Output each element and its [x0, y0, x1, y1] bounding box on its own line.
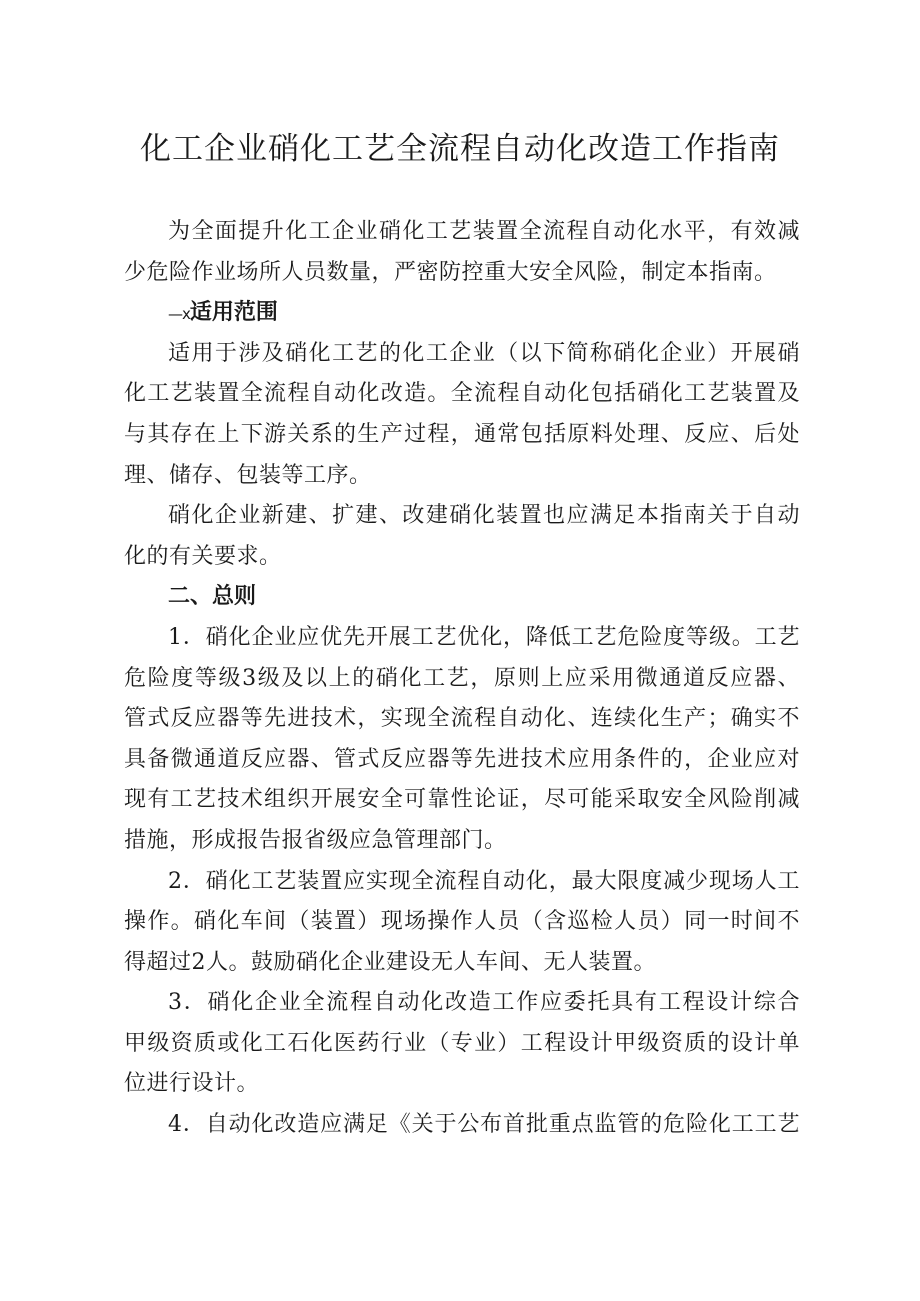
text-line: 1．硝化企业应优先开展工艺优化，降低工艺危险度等级。工艺: [168, 624, 800, 650]
text-line: 操作。硝化车间（装置）现场操作人员（含巡检人员）同一时间不: [124, 909, 800, 935]
text-line: 与其存在上下游关系的生产过程，通常包括原料处理、反应、后处: [124, 421, 800, 447]
section-heading-general: 二、总则: [168, 584, 257, 610]
section-number-marker: —x: [168, 305, 190, 324]
general-item-3: [124, 983, 800, 1105]
text-line: 适用于涉及硝化工艺的化工企业（以下简称硝化企业）开展硝: [168, 340, 800, 366]
section-heading-scope: [124, 293, 800, 334]
text-line: 危险度等级3级及以上的硝化工艺，原则上应采用微通道反应器、: [124, 665, 800, 691]
text-line: 得超过2人。鼓励硝化企业建设无人车间、无人装置。: [124, 949, 656, 975]
text-line: 化的有关要求。: [124, 543, 282, 569]
text-line: 少危险作业场所人员数量，严密防控重大安全风险，制定本指南。: [124, 259, 777, 285]
text-line: 2．硝化工艺装置应实现全流程自动化，最大限度减少现场人工: [168, 868, 800, 894]
scope-paragraph-2: [124, 496, 800, 577]
text-line: 管式反应器等先进技术，实现全流程自动化、连续化生产；确实不: [124, 706, 800, 732]
scope-paragraph-1: [124, 334, 800, 496]
text-line: 位进行设计。: [124, 1071, 260, 1097]
text-line: 3．硝化企业全流程自动化改造工作应委托具有工程设计综合: [168, 990, 800, 1016]
text-line: 硝化企业新建、扩建、改建硝化装置也应满足本指南关于自动: [168, 503, 800, 529]
text-line: 现有工艺技术组织开展安全可靠性论证，尽可能采取安全风险削减: [124, 787, 800, 813]
text-line: 4．自动化改造应满足《关于公布首批重点监管的危险化工工艺: [168, 1112, 800, 1138]
general-item-1: [124, 618, 800, 862]
text-line: 甲级资质或化工石化医药行业（专业）工程设计甲级资质的设计单: [124, 1030, 800, 1056]
document-title: 化工企业硝化工艺全流程自动化改造工作指南: [140, 131, 780, 167]
text-line: 为全面提升化工企业硝化工艺装置全流程自动化水平，有效减: [168, 219, 800, 244]
text-line: 化工艺装置全流程自动化改造。全流程自动化包括硝化工艺装置及: [124, 381, 800, 407]
text-line: 理、储存、包装等工序。: [124, 462, 372, 488]
general-item-2: [124, 862, 800, 984]
general-item-4: [124, 1105, 800, 1146]
text-line: 具备微通道反应器、管式反应器等先进技术应用条件的，企业应对: [124, 746, 800, 772]
section-heading-text: 适用范围: [189, 300, 278, 326]
intro-paragraph: [124, 212, 800, 293]
text-line: 措施，形成报告报省级应急管理部门。: [124, 827, 507, 853]
document-body: [124, 212, 800, 1146]
